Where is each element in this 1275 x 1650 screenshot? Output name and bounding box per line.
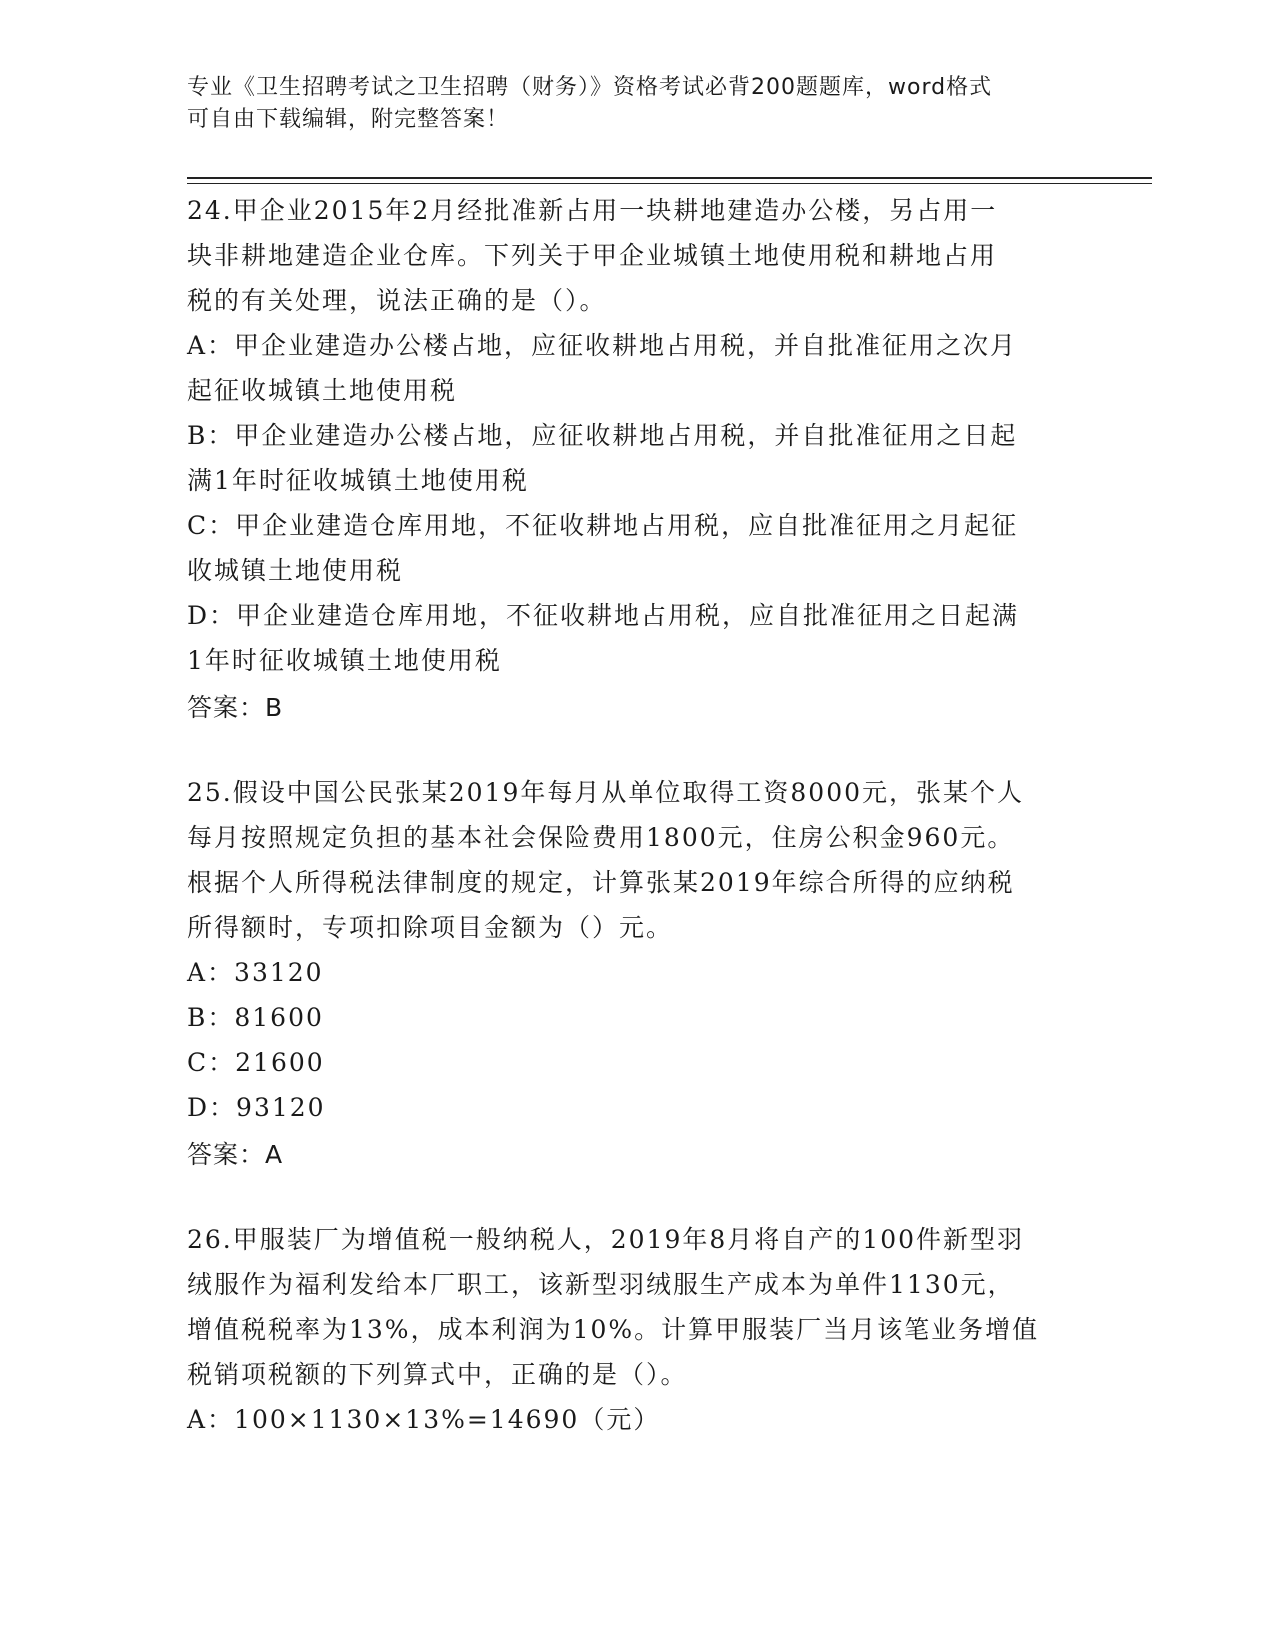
option-a [187, 323, 1082, 413]
option-text-line: C：甲企业建造仓库用地，不征收耕地占用税，应自批准征用之月起征 [187, 511, 1019, 540]
question-stem-line: 税销项税额的下列算式中，正确的是（）。 [187, 1360, 688, 1389]
option-b: B：81600 [187, 1003, 324, 1032]
question-stem-line: 每月按照规定负担的基本社会保险费用1800元，住房公积金960元。 [187, 823, 1015, 852]
header-divider-thin [187, 183, 1152, 184]
option-d: D：93120 [187, 1093, 326, 1122]
question-list [187, 188, 1082, 1442]
document-header-note [187, 72, 1067, 136]
option-a: A：100×1130×13%=14690（元） [187, 1405, 661, 1434]
answer-label: 答案：B [187, 693, 284, 722]
option-text-line: A：甲企业建造办公楼占地，应征收耕地占用税，并自批准征用之次月 [187, 331, 1018, 360]
option-text-line: D：甲企业建造仓库用地，不征收耕地占用税，应自批准征用之日起满 [187, 601, 1020, 630]
option-c [187, 503, 1082, 593]
option-c: C：21600 [187, 1048, 325, 1077]
option-text-line: 收城镇土地使用税 [187, 556, 404, 585]
question-stem-line: 24.甲企业2015年2月经批准新占用一块耕地建造办公楼，另占用一 [187, 196, 998, 225]
option-text-line: 起征收城镇土地使用税 [187, 376, 458, 405]
question-stem-line: 税的有关处理，说法正确的是（）。 [187, 286, 607, 315]
option-d [187, 593, 1082, 683]
question-26 [187, 1217, 1082, 1442]
header-line-2: 可自由下载编辑，附完整答案！ [187, 107, 510, 132]
question-stem-line: 块非耕地建造企业仓库。下列关于甲企业城镇土地使用税和耕地占用 [187, 241, 998, 270]
question-stem-line: 所得额时，专项扣除项目金额为（）元。 [187, 913, 674, 942]
answer-label: 答案：A [187, 1140, 284, 1169]
header-line-1: 专业《卫生招聘考试之卫生招聘（财务）》资格考试必背200题题库，word格式 [187, 75, 993, 100]
question-stem-line: 根据个人所得税法律制度的规定，计算张某2019年综合所得的应纳税 [187, 868, 1015, 897]
option-text-line: 1年时征收城镇土地使用税 [187, 646, 502, 675]
question-stem-line: 25.假设中国公民张某2019年每月从单位取得工资8000元，张某个人 [187, 778, 1025, 807]
question-25 [187, 770, 1082, 1177]
question-24 [187, 188, 1082, 730]
question-stem-line: 26.甲服装厂为增值税一般纳税人，2019年8月将自产的100件新型羽 [187, 1225, 1025, 1254]
question-stem-line: 绒服作为福利发给本厂职工，该新型羽绒服生产成本为单件1130元， [187, 1270, 1015, 1299]
option-text-line: B：甲企业建造办公楼占地，应征收耕地占用税，并自批准征用之日起 [187, 421, 1018, 450]
header-divider-thick [187, 177, 1152, 179]
option-b [187, 413, 1082, 503]
question-spacer [187, 730, 1082, 770]
option-a: A：33120 [187, 958, 324, 987]
option-text-line: 满1年时征收城镇土地使用税 [187, 466, 529, 495]
question-stem-line: 增值税税率为13%，成本利润为10%。计算甲服装厂当月该笔业务增值 [187, 1315, 1040, 1344]
question-spacer [187, 1177, 1082, 1217]
